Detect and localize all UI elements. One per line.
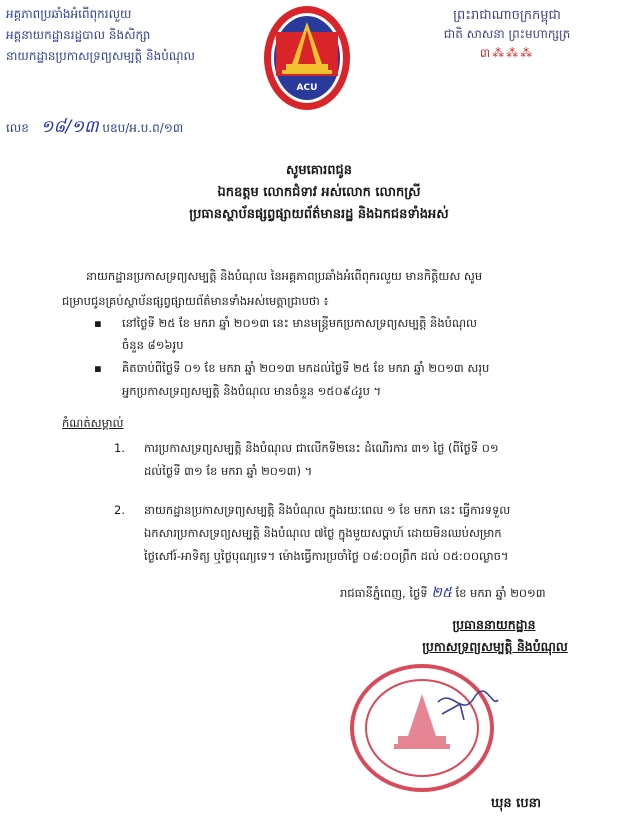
note-2-line-2: ឯកសារប្រកាសទ្រព្យសម្បត្តិ និងបំណុល ៧ថ្ងៃ ក្នុងមួយសប្តាហ៍ ដោយមិនឈប់សម្រាក [144, 526, 502, 540]
signatory-name: ឃុន បេនា [491, 796, 541, 811]
recipient-titles: ឯកឧត្តម លោកជំទាវ អស់លោក លោកស្រី [217, 185, 421, 200]
date-line [340, 582, 546, 604]
kingdom-ornament: ៣⁂⁂⁂ [479, 46, 535, 60]
note-2-number: 2. [114, 503, 125, 517]
official-stamp [342, 658, 502, 798]
ornament-glyph: ៣ [479, 46, 493, 60]
bullet-marker: ▪ [94, 316, 102, 330]
note-1-number: 1. [114, 441, 125, 455]
bullet-marker: ▪ [94, 361, 102, 375]
intro-line-1: នាយកដ្ឋានប្រកាសទ្រព្យសម្បត្តិ និងបំណុល នៃអគ្គភាពប្រឆាំងអំពើពុករលួយ មានកិត្តិយស សូម [86, 269, 483, 283]
recipient-institutions: ប្រធានស្ថាប័នផ្សព្វផ្សាយព័ត៌មានរដ្ឋ និងឯកជនទាំងអស់ [189, 207, 449, 222]
issuer-line-2: អគ្គនាយកដ្ឋានរដ្ឋបាល និងសិក្សា [6, 28, 151, 42]
kingdom-header [382, 6, 632, 63]
signatory-title-1: ប្រធាននាយកដ្ឋាន [452, 617, 536, 632]
date-suffix: ខែ មករា ឆ្នាំ ២០១៣ [455, 586, 546, 600]
issuer-line-1: អគ្គភាពប្រឆាំងអំពើពុករលួយ [6, 7, 132, 21]
note-2-line-1: នាយកដ្ឋានប្រកាសទ្រព្យសម្បត្តិ និងបំណុល ក្នុងរយៈពេល ១ ខែ មករា នេះ ធ្វើការទទួល [144, 503, 511, 517]
date-prefix: រាជធានីភ្នំពេញ, ថ្ងៃទី [340, 586, 428, 600]
bullet-1-line-1: នៅថ្ងៃទី ២៥ ខែ មករា ឆ្នាំ ២០១៣ នេះ មានមន្ត្រីមកប្រកាសទ្រព្យសម្បត្តិ និងបំណុល [122, 316, 477, 330]
recipients-block [0, 160, 638, 226]
issuing-office [6, 4, 195, 67]
bullet-2-line-2: អ្នកប្រកាសទ្រព្យសម្បត្តិ និងបំណុល មានចំនួន ១៥០៩៤រូប ។ [122, 384, 382, 398]
note-2-line-3: ថ្ងៃសៅរ៍-អាទិត្យ ឬថ្ងៃបុណ្យទេ។ ម៉ោងធ្វើការប្រចាំថ្ងៃ ០៨:០០ព្រឹក ដល់ ០៥:០០ល្ងាច។ [144, 549, 509, 563]
ref-number: ១៨/១៣ [40, 117, 99, 137]
issuer-line-3: នាយកដ្ឋានប្រកាសទ្រព្យសម្បត្តិ និងបំណុល [6, 49, 195, 63]
acu-logo [262, 4, 352, 112]
signatory-title-2: ប្រកាសទ្រព្យសម្បត្តិ និងបំណុល [422, 639, 568, 654]
bullet-2-line-1: គិតចាប់ពីថ្ងៃទី ០១ ខែ មករា ឆ្នាំ ២០១៣ មកដល់ថ្ងៃទី ២៥ ខែ មករា ឆ្នាំ ២០១៣ សរុប [122, 361, 490, 375]
reference-number [6, 116, 183, 141]
note-1-line-2: ដល់ថ្ងៃទី ៣១ ខែ មករា ឆ្នាំ ២០១៣) ។ [144, 464, 313, 478]
bullet-1-line-2: ចំនួន ៨១៦រូប [122, 338, 184, 352]
ref-prefix: លេខ [6, 121, 29, 135]
intro-line-2: ជម្រាបជូនគ្រប់ស្ថាប័នផ្សព្វផ្សាយព័ត៌មានទាំងអស់មេត្តាជ្រាបថា ៖ [62, 294, 329, 308]
logo-text: ACU [296, 83, 318, 93]
ref-suffix: បឧប/អ.ប.ព/១៣ [102, 121, 184, 135]
kingdom-line-1: ព្រះរាជាណាចក្រកម្ពុជា [453, 8, 561, 23]
notes-heading: កំណត់សម្គាល់ [62, 416, 124, 430]
kingdom-line-2: ជាតិ សាសនា ព្រះមហាក្សត្រ [443, 27, 571, 41]
date-day: ២៥ [431, 585, 452, 601]
salutation: សូមគោរពជូន [285, 163, 352, 178]
note-1-line-1: ការប្រកាសទ្រព្យសម្បត្តិ និងបំណុល ជាលើកទី២នេះ ដំណើរការ ៣១ ថ្ងៃ (ពីថ្ងៃទី ០១ [144, 441, 499, 455]
